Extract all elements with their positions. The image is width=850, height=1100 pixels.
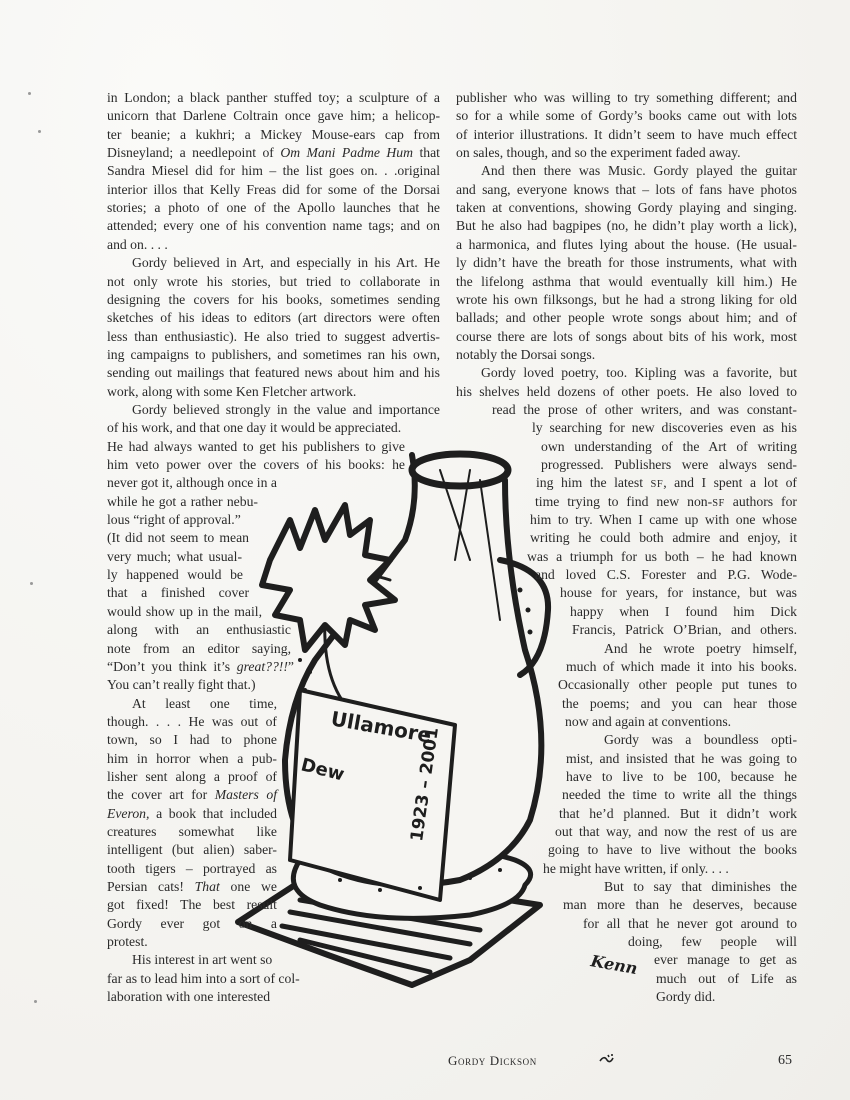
text-line: him to try. When I came up with one whose	[530, 512, 797, 528]
text-line: less than enthusiastic). He also tried to suggest advertis-	[107, 328, 440, 344]
text-line: laboration with one interested	[107, 989, 271, 1005]
scan-speck	[34, 1000, 37, 1003]
text-line: the poems; and you can hear those	[562, 695, 797, 711]
text-line: of his work, and that one day it would be appreciated.	[107, 420, 402, 436]
text-line: own understanding of the Art of writing	[541, 438, 797, 454]
scan-speck	[38, 130, 41, 133]
text-line: (It did not seem to mean	[107, 530, 249, 546]
text-line: happy when I found him Dick	[570, 603, 797, 619]
text-line: time trying to find new non-SF authors for	[535, 493, 797, 509]
text-line: was a triumph for us both – he had known	[527, 548, 797, 564]
text-line: very much; what usual-	[107, 548, 242, 564]
text-line: Gordy was a boundless opti-	[604, 732, 797, 748]
label-brand-line-1: Ullamore	[329, 706, 434, 748]
text-line: have to live to be 100, because he	[566, 768, 797, 784]
running-title: Gordy Dickson	[448, 1053, 537, 1068]
text-line: ing campaigns to publishers, and sometimes ran his own,	[107, 346, 440, 362]
text-line: At least one time,	[132, 695, 277, 711]
text-line: so for a while some of Gordy’s books came out with lots	[456, 108, 797, 124]
text-line: him in horror when a pub-	[107, 750, 277, 766]
text-line: progressed. Publishers were always send-	[541, 457, 797, 472]
text-line: mist, and insisted that he was going to	[566, 750, 797, 766]
text-line: course there are lots of songs about bits of his work, most	[456, 328, 797, 344]
text-line: stories; a photo of one of the Apollo launches that he	[107, 200, 440, 216]
text-line: Occasionally other people put tunes to	[558, 677, 797, 693]
text-line: he might have written, if only. . . .	[543, 860, 729, 876]
scan-speck	[30, 582, 33, 585]
text-line: needed the time to write all the things	[562, 787, 797, 803]
text-line: Gordy believed in Art, and especially in his Art. He	[132, 255, 440, 271]
text-line: out that way, and now the rest of us are	[555, 824, 797, 839]
text-line: Sandra Miesel did for him – the list goes on. . .original	[107, 163, 440, 179]
text-line: much of which made it into his books.	[566, 658, 797, 674]
text-line: never got it, although once in a	[107, 475, 277, 491]
text-line: would show up in the mail,	[107, 603, 262, 619]
text-line: And he wrote poetry himself,	[604, 640, 797, 656]
text-line: a harmonica, and flutes lying about the house. (He usual-	[456, 236, 797, 252]
text-line: though. . . . He was out of	[107, 713, 277, 729]
text-line: lisher sent along a proof of	[107, 768, 277, 784]
text-line: read the prose of other writers, and was constant-	[492, 401, 797, 417]
text-line: Gordy believed strongly in the value and importance	[132, 401, 440, 417]
text-line: far as to lead him into a sort of col-	[107, 970, 300, 986]
text-line: work, along with some Ken Fletcher artwork.	[107, 383, 357, 399]
text-line: Everon, a book that included	[107, 805, 277, 821]
text-line: ly happened would be	[107, 567, 243, 583]
text-line: note from an editor saying,	[107, 640, 291, 656]
text-line: while he got a rather nebu-	[107, 493, 258, 509]
text-line: publisher who was willing to try something different; and	[456, 90, 797, 105]
text-line: house for years, for instance, but was	[560, 585, 797, 601]
text-line: intelligent (but alien) saber-	[107, 842, 277, 858]
text-line: creatures somewhat like	[107, 824, 277, 839]
text-line: ing him the latest SF, and I spent a lot of	[536, 475, 797, 491]
label-brand-line-2: Dew	[298, 754, 347, 786]
text-line: sending out mailings that featured news about him and his	[107, 365, 440, 381]
text-line: and sang, everyone knows that – lots of fans have photos	[456, 181, 797, 197]
text-line: lous “right of approval.”	[107, 512, 241, 528]
text-line: interior illos that Kelly Freas did for some of the Dorsai	[107, 181, 440, 197]
text-line: You can’t really fight that.)	[107, 677, 256, 693]
text-line: and on. . . .	[107, 236, 168, 252]
text-line: ter beanie; a kukhri; a Mickey Mouse-ears cap from	[107, 126, 440, 142]
text-line: Disneyland; a needlepoint of Om Mani Padme Hum that	[107, 145, 440, 161]
text-line: going to have to live without the books	[548, 842, 797, 858]
text-line: the cover art for Masters of	[107, 787, 277, 803]
text-line: attended; every one of his convention name tags; and on	[107, 218, 440, 234]
text-line: got fixed! The best result	[107, 897, 277, 913]
text-line: wrote his own filksongs, but he had a strong liking for old	[456, 291, 797, 307]
text-line: tooth tigers – portrayed as	[107, 860, 277, 876]
text-line: on sales, though, and so the experiment faded away.	[456, 145, 741, 161]
text-line: that he’d planned. But it didn’t work	[559, 805, 797, 821]
text-line: him veto power over the covers of his books: he	[107, 457, 405, 472]
text-line: notably the Dorsai songs.	[456, 346, 596, 362]
text-line: His interest in art went so	[132, 952, 273, 968]
text-line: of interior illustrations. It didn’t seem to have much effect	[456, 126, 797, 142]
text-line: his shelves held dozens of other poets. He also loved to	[456, 383, 797, 399]
text-line: unicorn that Darlene Coltrain once gave him; a helicop-	[107, 108, 440, 124]
text-line: ballads; and other people wrote songs about him; and of	[456, 310, 797, 326]
scan-speck	[28, 92, 31, 95]
text-line: But he also had bagpipes (no, he didn’t play worth a lick),	[456, 218, 797, 234]
page-number: 65	[778, 1053, 792, 1068]
ornament-icon	[598, 1052, 618, 1066]
text-line: designing the covers for his books, sometimes sending	[107, 291, 440, 307]
text-line: Persian cats! That one we	[107, 879, 277, 895]
text-line: now and again at conventions.	[565, 713, 732, 729]
text-line: “Don’t you think it’s great??!!”	[107, 658, 294, 674]
bottle-mouth	[412, 454, 508, 486]
text-line: not only wrote his stories, but tried to collaborate in	[107, 273, 440, 289]
text-line: man more than he deserves, because	[563, 897, 797, 913]
text-line: in London; a black panther stuffed toy; a sculpture of a	[107, 90, 440, 105]
text-line: And then there was Music. Gordy played the guitar	[481, 163, 797, 179]
text-line: Francis, Patrick O’Brian, and others.	[572, 622, 797, 638]
text-line: much out of Life as	[656, 970, 797, 986]
text-line: sketches of his ideas to editors (art directors were often	[107, 310, 440, 326]
text-line: along with an enthusiastic	[107, 622, 291, 638]
text-line: and loved C.S. Forester and P.G. Wode-	[535, 567, 797, 583]
text-line: taken at conventions, showing Gordy playing and singing.	[456, 200, 797, 216]
text-line: Gordy loved poetry, too. Kipling was a favorite, but	[481, 365, 797, 381]
text-line: Gordy ever got on a	[107, 915, 277, 931]
text-line: protest.	[107, 934, 148, 950]
text-line: doing, few people will	[628, 934, 797, 950]
text-line: ly didn’t have the breath for those instruments, what with	[456, 255, 797, 271]
artist-signature: Kenn	[589, 951, 639, 979]
text-line: He had always wanted to get his publishers to give	[107, 438, 405, 454]
text-line: town, so I had to phone	[107, 732, 277, 748]
text-line: the lifelong asthma that would eventually kill him.) He	[456, 273, 797, 289]
label-years: 1923 – 2001	[407, 726, 443, 843]
text-line: But to say that diminishes the	[604, 879, 797, 895]
text-line: ever manage to get as	[654, 952, 797, 968]
text-line: for all that he never got around to	[583, 915, 797, 931]
text-line: writing he could both admire and enjoy, it	[530, 530, 797, 546]
text-line: ly searching for new discoveries even as his	[532, 420, 797, 436]
text-line: that a finished cover	[107, 585, 249, 601]
text-line: Gordy did.	[656, 989, 716, 1005]
